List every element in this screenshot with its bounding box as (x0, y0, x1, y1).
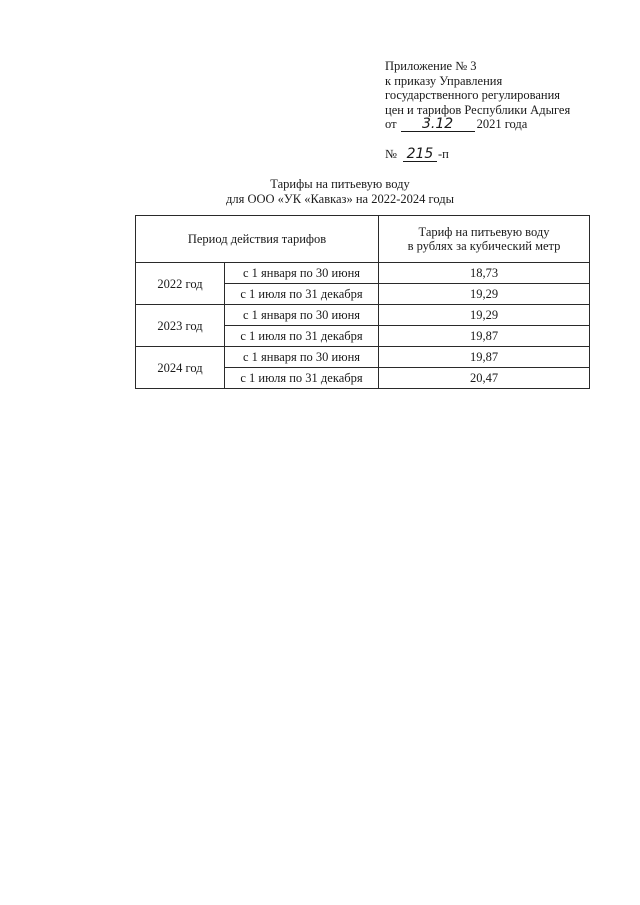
table-row (136, 347, 590, 368)
period-cell: с 1 января по 30 июня (225, 305, 379, 326)
header-period: Период действия тарифов (136, 216, 379, 263)
year-text: 2021 года (476, 117, 528, 131)
tariff-cell: 19,87 (379, 326, 590, 347)
tariff-cell: 18,73 (379, 263, 590, 284)
document-title (0, 177, 640, 207)
appendix-line: цен и тарифов Республики Адыгея (385, 102, 571, 117)
header-tariff: Тариф на питьевую воду в рублях за кубический метр (379, 216, 590, 263)
tariff-cell: 19,29 (379, 284, 590, 305)
period-cell: с 1 июля по 31 декабря (225, 326, 379, 347)
title-line: Тарифы на питьевую воду (270, 177, 410, 191)
period-cell: с 1 июля по 31 декабря (225, 284, 379, 305)
tariff-cell: 19,87 (379, 347, 590, 368)
order-date-line (385, 117, 570, 132)
from-label: от (385, 117, 397, 131)
appendix-line: к приказу Управления (385, 73, 503, 88)
order-number-line (385, 147, 570, 162)
table-row (136, 305, 590, 326)
title-line: для ООО «УК «Кавказ» на 2022-2024 годы (226, 192, 454, 206)
appendix-block (385, 59, 570, 162)
period-cell: с 1 января по 30 июня (225, 263, 379, 284)
tariff-cell: 20,47 (379, 368, 590, 389)
number-suffix: -п (437, 147, 449, 161)
year-cell: 2023 год (136, 305, 225, 347)
appendix-line: государственного регулирования (385, 88, 561, 102)
period-cell: с 1 января по 30 июня (225, 347, 379, 368)
table-row (136, 263, 590, 284)
year-cell: 2022 год (136, 263, 225, 305)
tariff-cell: 19,29 (379, 305, 590, 326)
appendix-line: Приложение № 3 (385, 59, 477, 73)
tariff-table (135, 215, 590, 389)
handwritten-number: 215 (403, 148, 437, 162)
period-cell: с 1 июля по 31 декабря (225, 368, 379, 389)
number-label: № (385, 147, 397, 161)
handwritten-date: 3.12 (401, 118, 475, 132)
year-cell: 2024 год (136, 347, 225, 389)
table-header-row (136, 216, 590, 263)
